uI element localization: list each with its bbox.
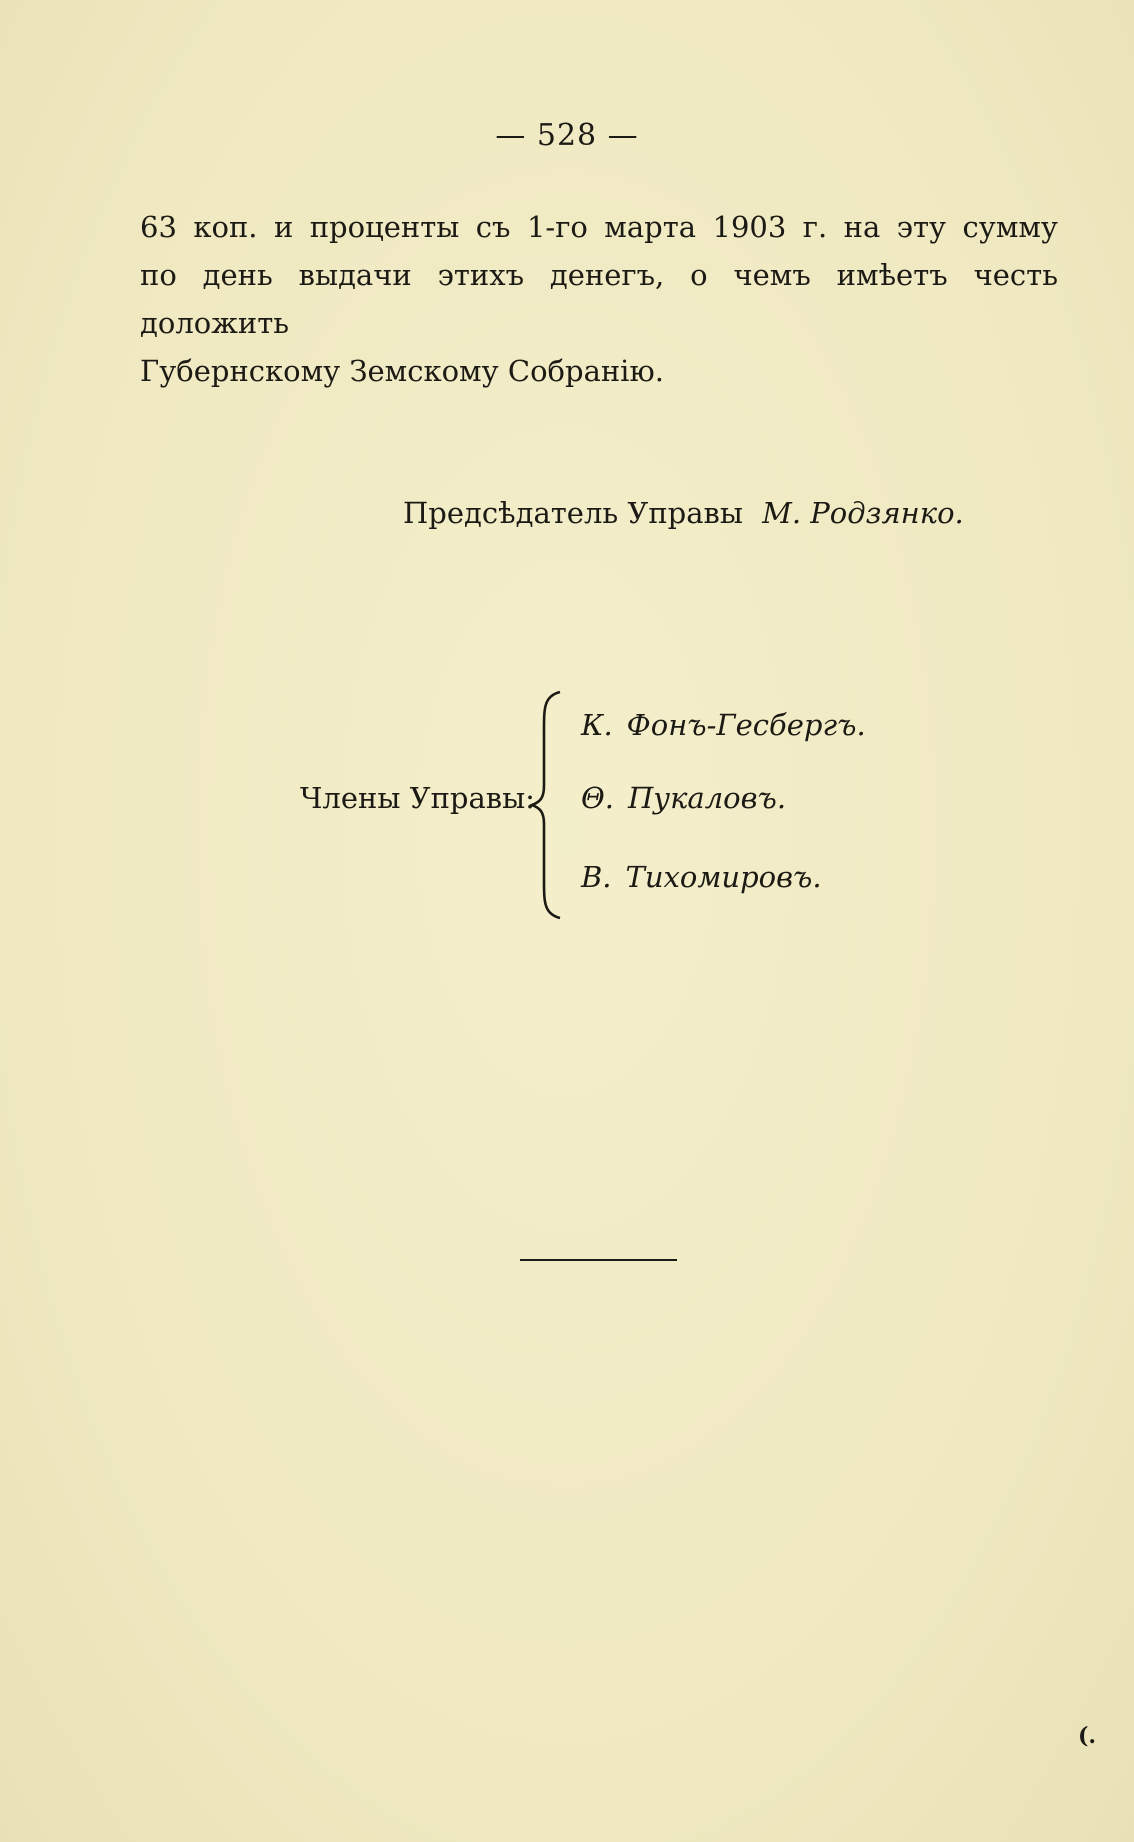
chairman-name: М. Родзянко. [762, 496, 964, 530]
member-initial: К. [581, 708, 613, 742]
chairman-title: Предсѣдатель Управы [403, 496, 743, 530]
body-line: 63 коп. и проценты съ 1-го марта 1903 г. на эту сумму [140, 210, 1058, 244]
member-item [581, 860, 822, 894]
chairman-signature [403, 496, 964, 530]
section-divider [520, 1259, 677, 1261]
member-surname: Тихомировъ. [625, 860, 822, 894]
member-surname: Фонъ-Гесбергъ. [626, 708, 866, 742]
member-surname: Пукаловъ. [628, 781, 787, 815]
body-line: Губернскому Земскому Собранію. [140, 354, 664, 388]
body-line: по день выдачи этихъ денегъ, о чемъ имѣетъ честь доложить [140, 258, 1058, 340]
member-item [581, 708, 866, 742]
corner-mark: (. [1078, 1723, 1097, 1749]
member-initial: Θ. [581, 781, 614, 815]
curly-brace [530, 690, 564, 920]
page-number: — 528 — [495, 118, 639, 153]
member-initial: В. [581, 860, 612, 894]
members-label: Члены Управы: [300, 781, 535, 815]
member-item [581, 781, 786, 815]
body-paragraph [140, 203, 1058, 395]
